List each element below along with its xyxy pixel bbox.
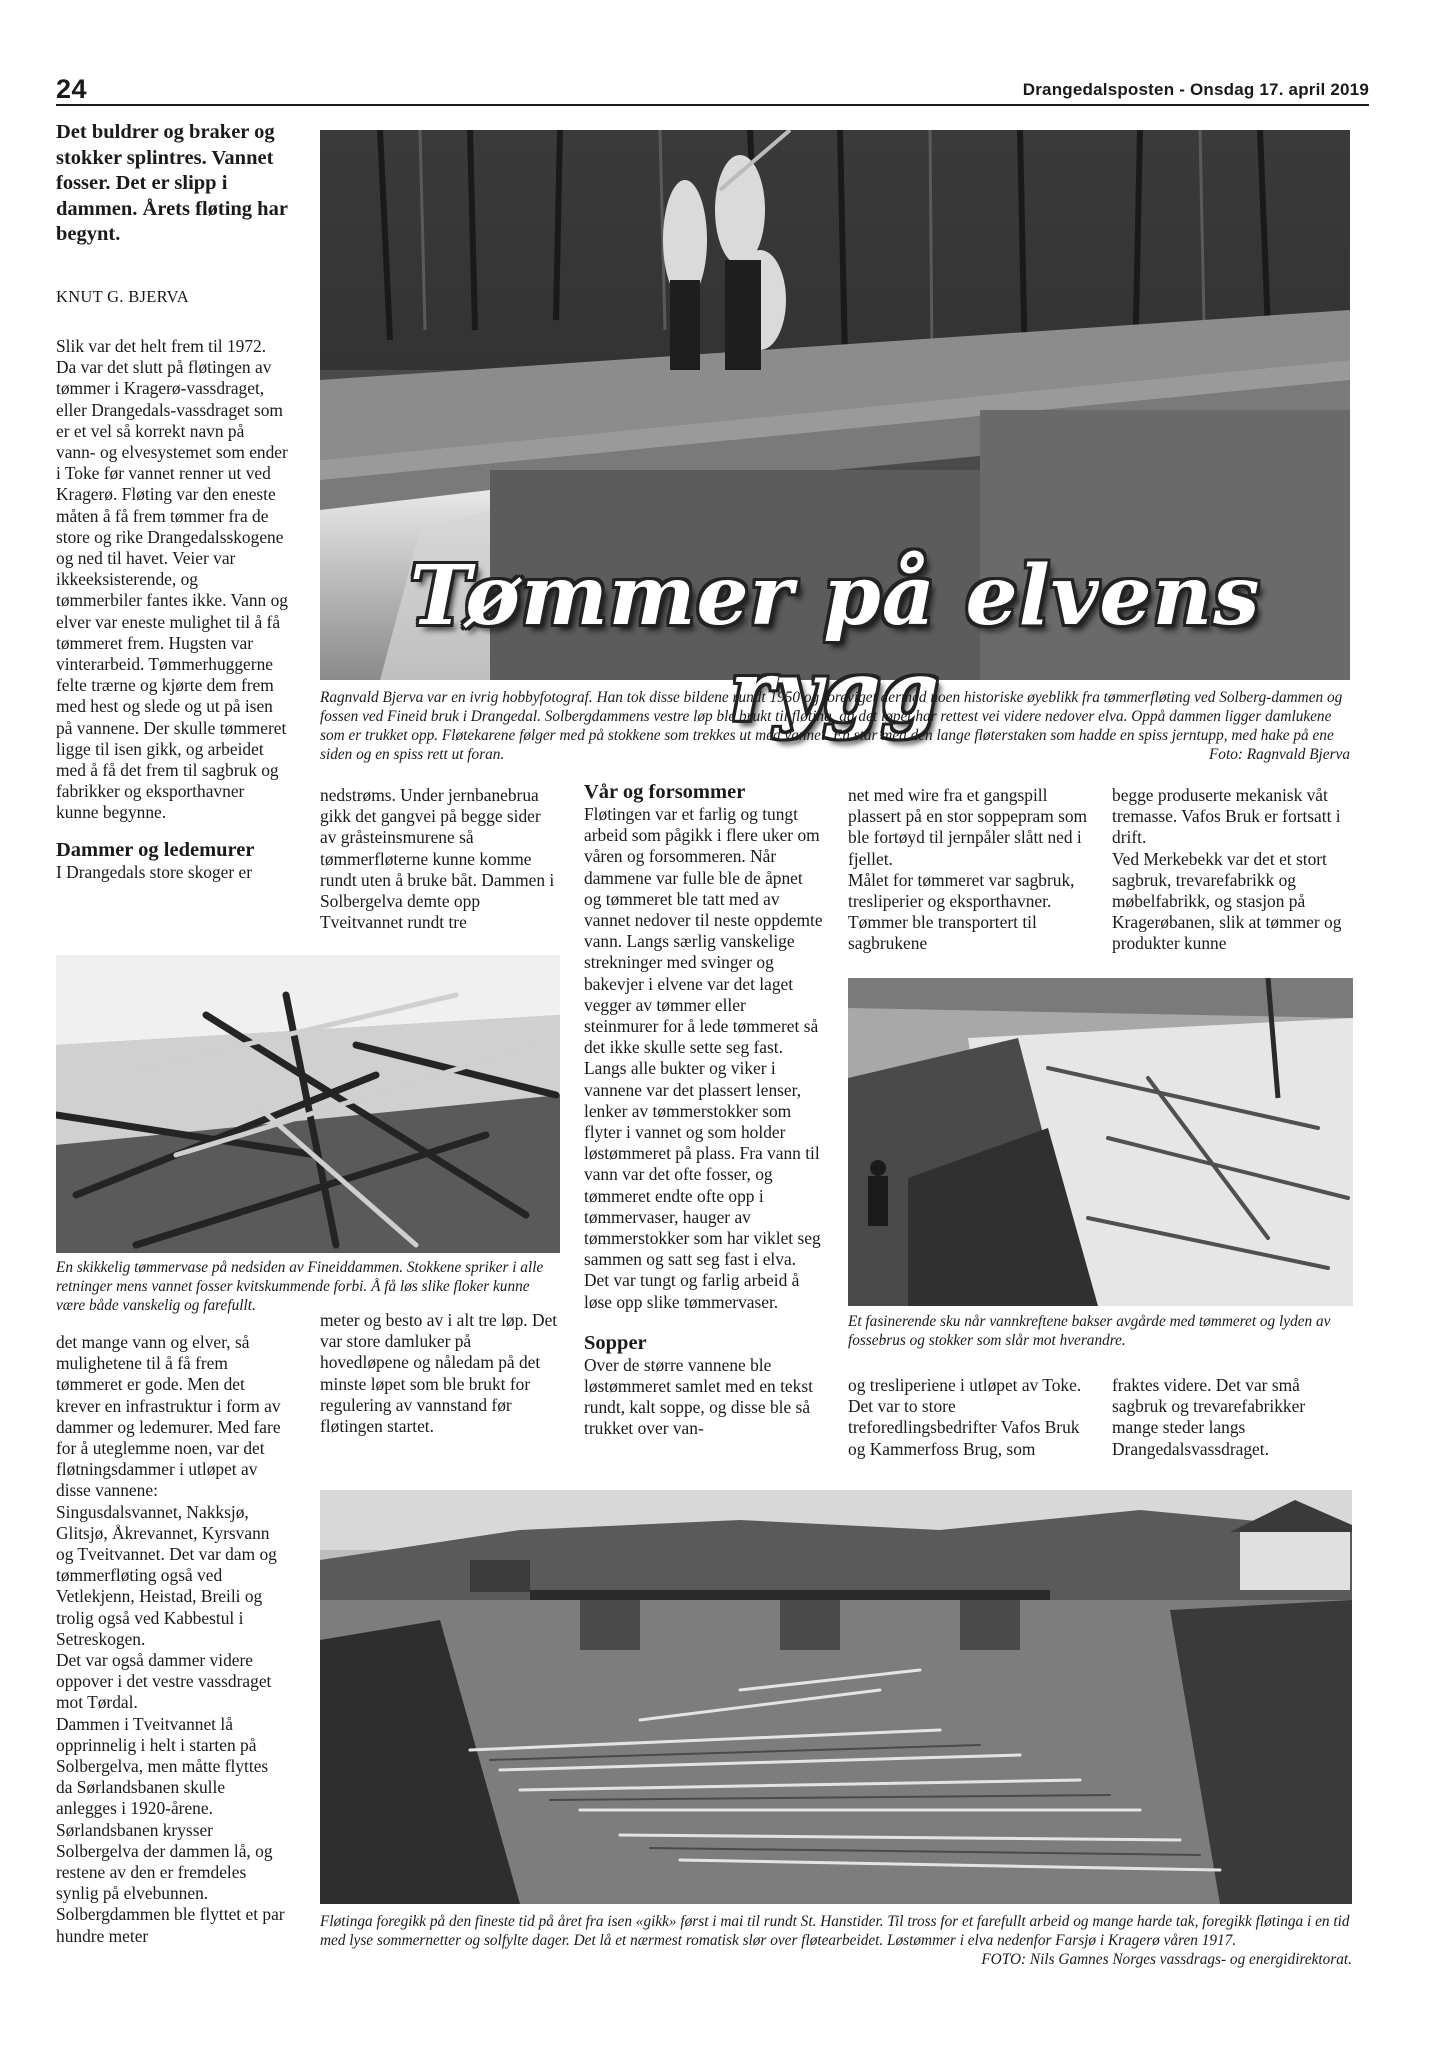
body-paragraph: Dammen i Tveitvannet lå opprinnelig i helt i starten på Solbergelva, men måtte flyttes da Sørlandsbanen skulle anlegges i 1920-årene. Sørlandsbanen krysser Solbergelva der dammen lå, og restene av den er fremdeles synlig på elvebunnen. Solbergdammen ble flyttet et par hundre meter xyxy=(56,1713,285,1946)
body-paragraph: Over de større vannene ble løstømmeret samlet med en tekst rundt, kalt soppe, og disse ble så trukket over van- xyxy=(584,1354,813,1439)
subhead-var: Vår og forsommer xyxy=(584,781,746,803)
article-ingress: Det buldrer og braker og stokker splintres. Vannet fosser. Det er slipp i dammen. Årets fløting har begynt. xyxy=(56,121,288,245)
article-column-5-bottom xyxy=(1112,1375,1352,1460)
body-paragraph: Målet for tømmeret var sagbruk, tresliperier og eksporthavner. Tømmer ble transportert til sagbrukene xyxy=(848,869,1075,954)
article-headline: Tømmer på elvens rygg xyxy=(409,548,1261,740)
article-column-2-top xyxy=(320,785,560,933)
top-photo-caption xyxy=(320,688,1350,764)
bottom-photo-caption xyxy=(320,1912,1352,1969)
left-photo-caption: En skikkelig tømmervase på nedsiden av Fineiddammen. Stokkene spriker i alle retninger mens vannet fosser kvitskummende forbi. Å få løs slike floker kunne være både vanskelig og farefullt. xyxy=(56,1259,544,1314)
subhead-dammer: Dammer og ledemurer xyxy=(56,838,255,861)
body-paragraph: Ved Merkebekk var det et stort sagbruk, trevarefabrikk og møbelfabrikk, og stasjon på Kragerøbanen, slik at tømmer og produkter kunne xyxy=(1112,848,1342,954)
article-column-5-top xyxy=(1112,785,1352,955)
running-head: Drangedalsposten - Onsdag 17. april 2019 xyxy=(1022,80,1369,99)
body-paragraph: fraktes videre. Det var små sagbruk og trevarefabrikker mange steder langs Drangedalsvassdraget. xyxy=(1112,1375,1306,1459)
subhead-sopper: Sopper xyxy=(584,1331,647,1354)
bottom-photo-river-bridge xyxy=(320,1490,1352,1904)
body-paragraph: Fløtingen var et farlig og tungt arbeid som pågikk i flere uker om våren og forsommeren. Når dammene var fulle ble de åpnet og tømmeret ble tatt med av vannet nedover til neste oppdemte vann. Langs særlig vanskelige strekninger med svinger og bakevjer i elvene var det laget vegger av tømmer eller steinmurer for å lede tømmeret så det ikke skulle sette seg fast. Langs alle bukter og viker i vannene var det plassert lenser, lenker av tømmerstokker som flyter i vannet og som holder løstømmeret på plass. Fra vann til vann var det ofte fosser, og tømmeret endte ofte opp i tømmervaser, hauger av tømmerstokker som har viklet seg sammen og satt seg fast i elva. Det var tungt og farlig arbeid å løse opp slike tømmervaser. xyxy=(584,804,823,1312)
article-byline: KNUT G. BJERVA xyxy=(56,287,189,306)
photo-credit: FOTO: Nils Gamnes Norges vassdrags- og energidirektorat. xyxy=(981,1951,1352,1968)
article-column-1-top xyxy=(56,336,288,883)
article-column-3 xyxy=(584,780,824,1440)
caption-text: Fløtinga foregikk på den fineste tid på året fra isen «gikk» først i mai til rundt St. Hanstider. Til tross for et farefullt arbeid og mange harde tak, foregikk fløtinga i en tid med lyse sommernetter og solfylte dager. Det lå et nærmest romatisk slør over fløtearbeidet. Løstømmer i elva nedenfor Farsjø i Kragerø våren 1917. xyxy=(320,1913,1350,1949)
body-paragraph: det mange vann og elver, så mulighetene til å få frem tømmeret er gode. Men det krever en infrastruktur i form av dammer og ledemurer. Med fare for å uteglemme noen, var det fløtningsdammer i utløpet av disse vannene: Singusdalsvannet, Nakksjø, Glitsjø, Åkrevannet, Kyrsvann og Tveitvannet. Det var dam og tømmerfløting også ved Vetlekjenn, Heistad, Breili og trolig også ved Kabbestul i Setreskogen. xyxy=(56,1332,281,1649)
body-paragraph: nedstrøms. Under jernbanebrua gikk det gangvei på begge sider av gråsteinsmurene så tømmerfløterne kunne komme rundt uten å bruke båt. Dammen i Solbergelva demte opp Tveitvannet rundt tre xyxy=(320,785,555,933)
body-paragraph: I Drangedals store skoger er xyxy=(56,861,253,882)
body-paragraph: Slik var det helt frem til 1972. Da var det slutt på fløtingen av tømmer i Kragerø-vassdraget, eller Drangedals-vassdraget som er et vel så korrekt navn på vann- og elvesystemet som ender i Toke før vannet renner ut ved Kragerø. Fløting var den eneste måten å få frem tømmer fra de store og rike Drangedalsskogene og ned til havet. Veier var ikkeeksisterende, og tømmerbiler fantes ikke. Vann og elver var eneste mulighet til å få tømmeret frem. Hugsten var vinterarbeid. Tømmerhuggerne felte trærne og kjørte dem frem med hest og slede og ut på isen på vannene. Der skulle tømmeret ligge til isen gikk, og arbeidet med å få det frem til sagbruk og fabrikker og eksporthavner kunne begynne. xyxy=(56,336,288,823)
photo-credit: Foto: Ragnvald Bjerva xyxy=(1208,746,1350,763)
article-column-1-bottom xyxy=(56,1332,288,1947)
page-number: 24 xyxy=(56,74,88,104)
body-paragraph: meter og besto av i alt tre løp. Det var store damluker på hovedløpene og nåledam på det minste løpet som ble brukt for regulering av vannstand før fløtingen startet. xyxy=(320,1310,558,1437)
article-column-2-bottom xyxy=(320,1310,560,1437)
body-paragraph: Det var også dammer videre oppover i det vestre vassdraget mot Tørdal. xyxy=(56,1650,272,1713)
right-photo-caption: Et fasinerende sku når vannkreftene bakser avgårde med tømmeret og lyden av fossebrus og stokker som slår mot hverandre. xyxy=(848,1313,1331,1349)
body-paragraph: net med wire fra et gangspill plassert på en stor soppepram som ble fortøyd til jernpåler slått ned i fjellet. xyxy=(848,785,1088,869)
caption-text: Ragnvald Bjerva var en ivrig hobbyfotograf. Han tok disse bildene rundt 1950 og foreviget dermed noen historiske øyeblikk fra tømmerfløting ved Solberg-dammen og fossen ved Fineid bruk i Drangedal. Solbergdammens vestre løp ble brukt til fløting, da det løpet har rettest vei videre nedover elva. Oppå dammen ligger damlukene som er trukket opp. Fløtekarene følger med på stokkene som trekkes ut med vannet. En står med den lange fløterstaken som hadde en spiss jerntupp, med hake på ene siden og en spiss rett ut foran. xyxy=(320,689,1343,763)
article-column-4-bottom xyxy=(848,1375,1088,1460)
body-paragraph: og tresliperiene i utløpet av Toke. Det var to store treforedlingsbedrifter Vafos Bruk og Kammerfoss Brug, som xyxy=(848,1375,1082,1459)
left-photo-log-jam xyxy=(56,955,560,1253)
article-column-4-top xyxy=(848,785,1088,955)
header-rule xyxy=(56,104,1369,106)
right-photo-rapids xyxy=(848,978,1353,1306)
body-paragraph: begge produserte mekanisk våt tremasse. Vafos Bruk er fortsatt i drift. xyxy=(1112,785,1341,848)
